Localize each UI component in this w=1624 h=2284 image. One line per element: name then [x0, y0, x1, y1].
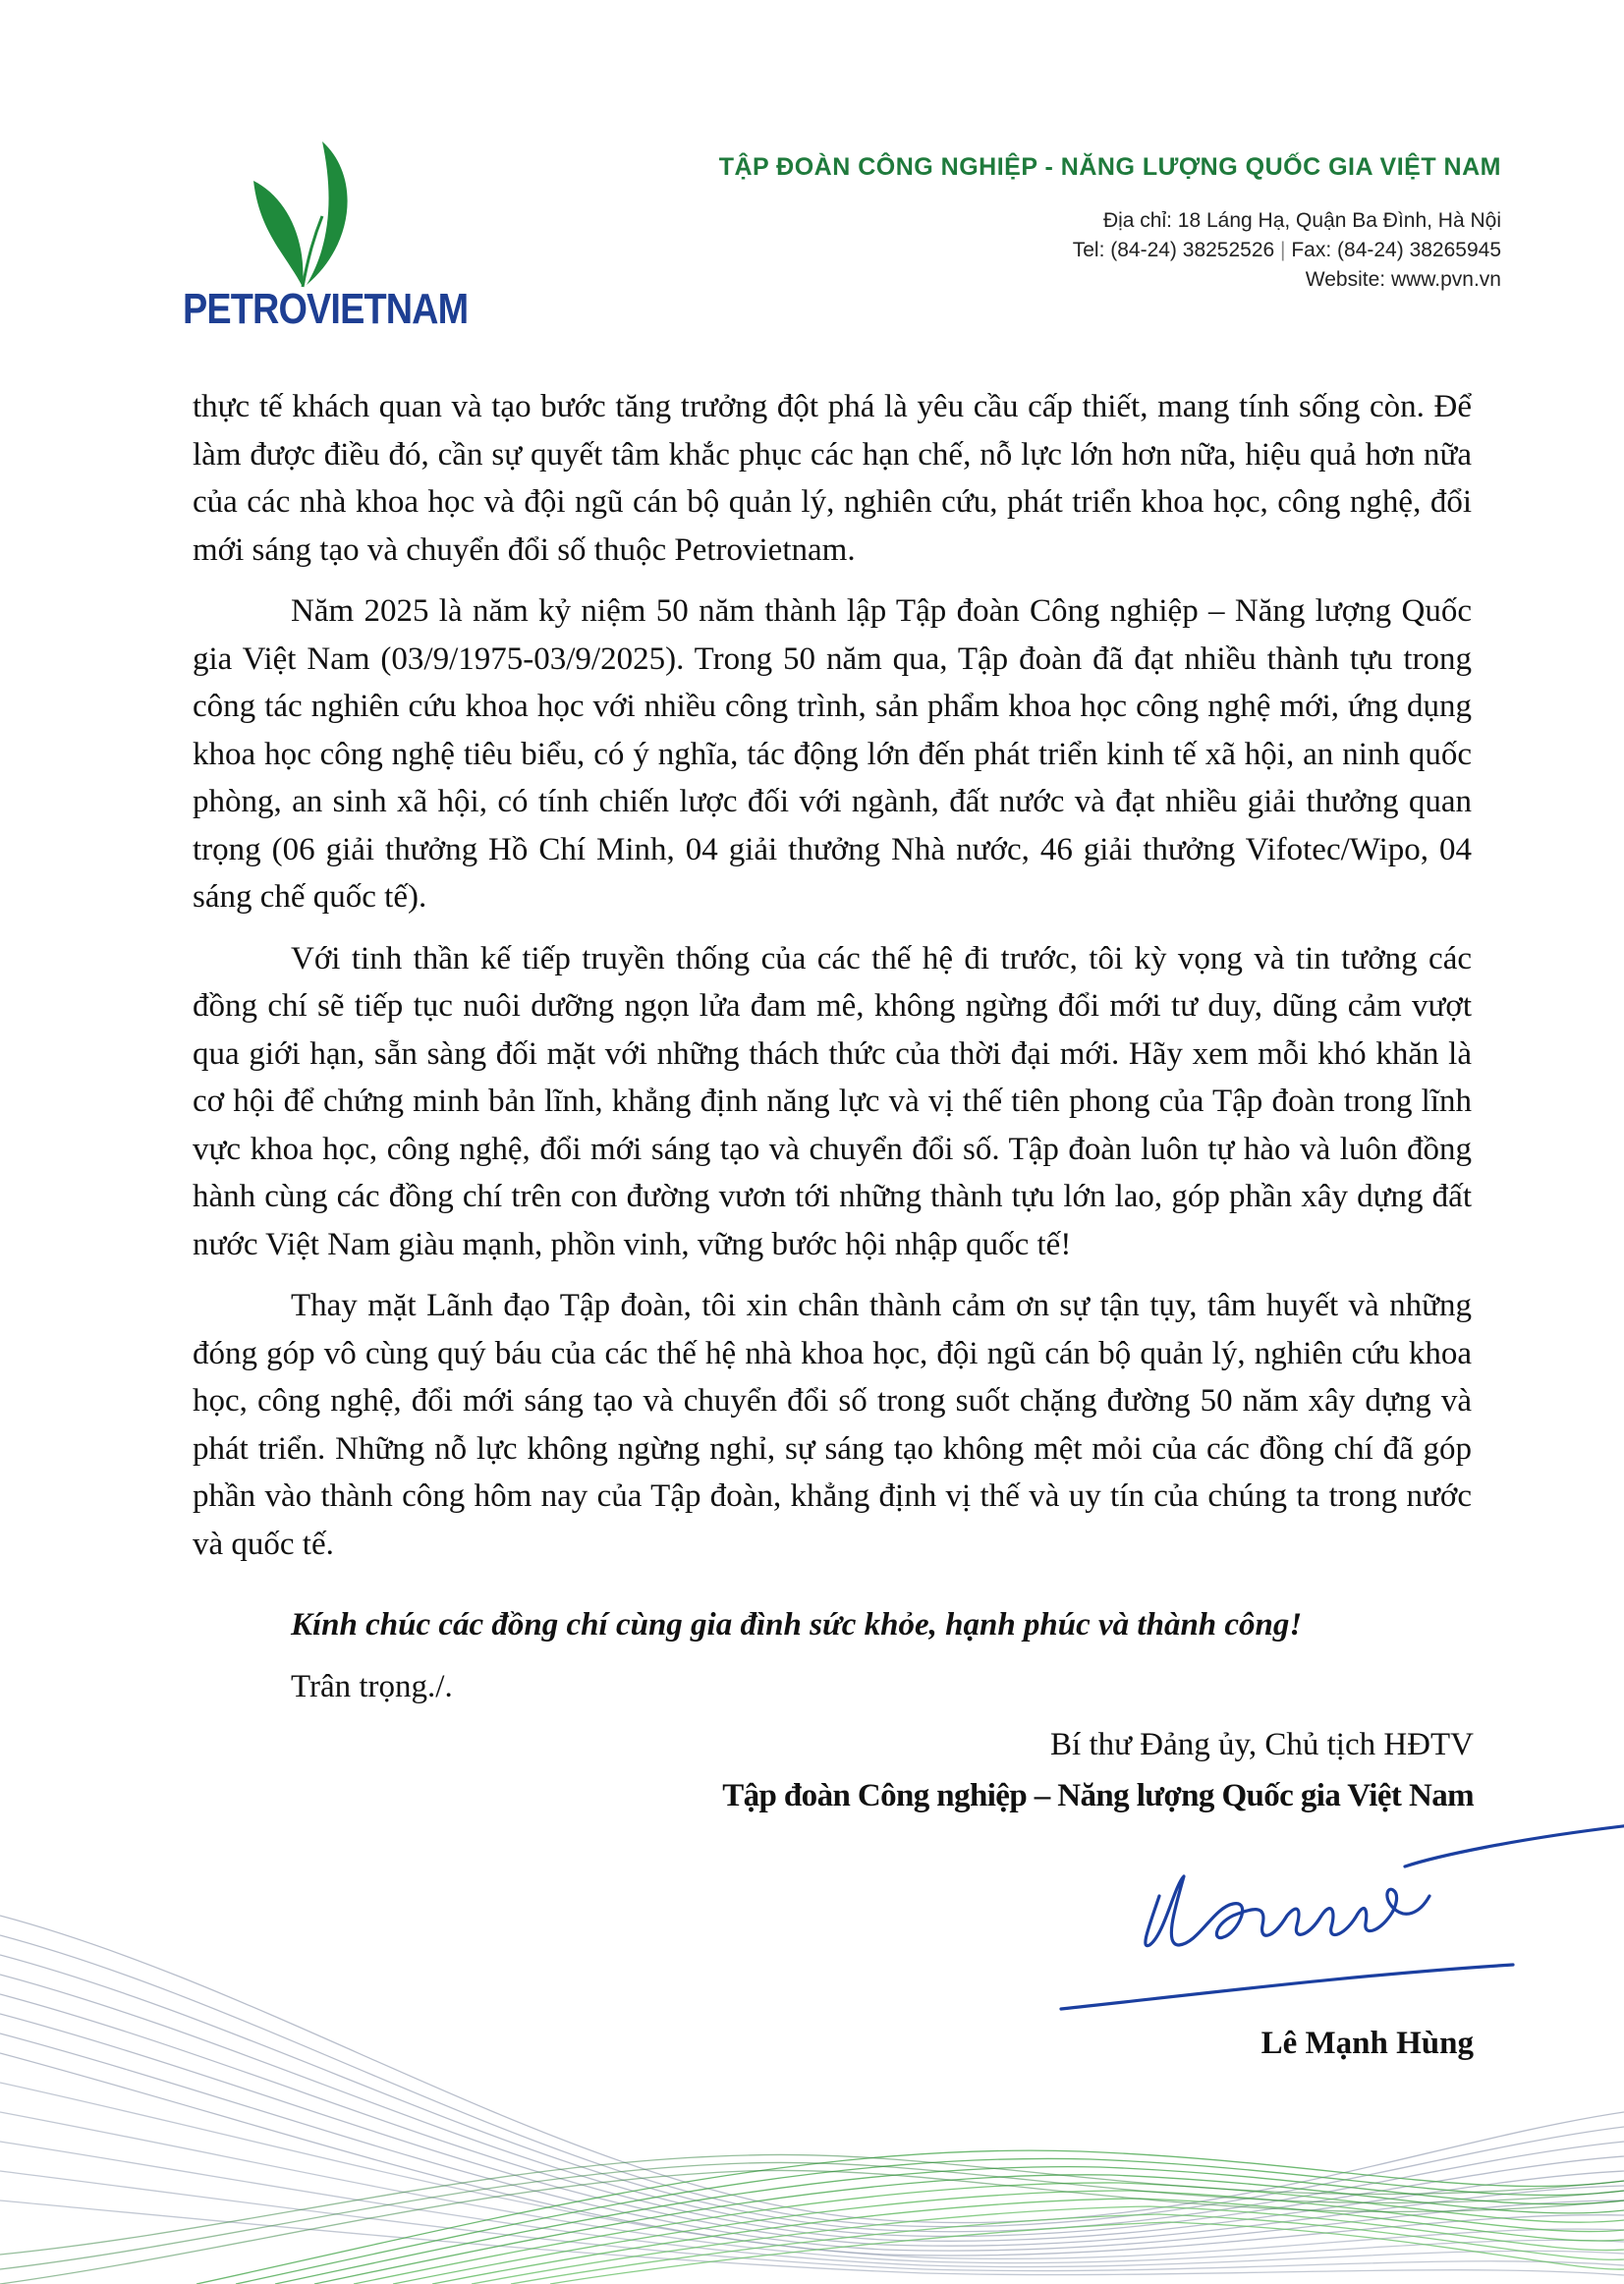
organization-name: TẬP ĐOÀN CÔNG NGHIỆP - NĂNG LƯỢNG QUỐC GIA VIỆT NAM	[718, 153, 1501, 181]
body-paragraph: Thay mặt Lãnh đạo Tập đoàn, tôi xin chân thành cảm ơn sự tận tụy, tâm huyết và những đóng góp vô cùng quý báu của các thế hệ nhà khoa học, đội ngũ cán bộ quản lý, nghiên cứu khoa học, công nghệ, đổi mới sáng tạo và chuyển đổi số trong suốt chặng đường 50 năm xây dựng và phát triển. Những nỗ lực không ngừng nghỉ, sự sáng tạo không mệt mỏi của các đồng chí đã góp phần vào thành công hôm nay của Tập đoàn, khẳng định vị thế và uy tín của chúng ta trong nước và quốc tế.	[193, 1288, 1472, 1562]
body-paragraph: Năm 2025 là năm kỷ niệm 50 năm thành lập Tập đoàn Công nghiệp – Năng lượng Quốc gia Việt Nam (03/9/1975-03/9/2025). Trong 50 năm qua, Tập đoàn đã đạt nhiều thành tựu trong công tác nghiên cứu khoa học với nhiều công trình, sản phẩm khoa học công nghệ mới, ứng dụng khoa học công nghệ tiêu biểu, có ý nghĩa, tác động lớn đến phát triển kinh tế xã hội, an ninh quốc phòng, an sinh xã hội, có tính chiến lược đối với ngành, đất nước và đạt nhiều giải thưởng quan trọng (06 giải thưởng Hồ Chí Minh, 04 giải thưởng Nhà nước, 46 giải thưởng Vifotec/Wipo, 04 sáng chế quốc tế).	[193, 593, 1472, 915]
address: Địa chỉ: 18 Láng Hạ, Quận Ba Đình, Hà Nội	[1102, 209, 1501, 232]
signer-organization: Tập đoàn Công nghiệp – Năng lượng Quốc gia Việt Nam	[722, 1778, 1474, 1813]
fax: Fax: (84-24) 38265945	[1291, 239, 1501, 261]
body-paragraph: Với tinh thần kế tiếp truyền thống của các thế hệ đi trước, tôi kỳ vọng và tin tưởng các đồng chí sẽ tiếp tục nuôi dưỡng ngọn lửa đam mê, không ngừng đổi mới tư duy, dũng cảm vượt qua giới hạn, sẵn sàng đối mặt với những thách thức của thời đại mới. Hãy xem mỗi khó khăn là cơ hội để chứng minh bản lĩnh, khẳng định năng lực và vị thế tiên phong của Tập đoàn trong lĩnh vực khoa học, công nghệ, đổi mới sáng tạo và chuyển đổi số. Tập đoàn luôn tự hào và luôn đồng hành cùng các đồng chí trên con đường vươn tới những thành tựu lớn lao, góp phần xây dựng đất nước Việt Nam giàu mạnh, phồn vinh, vững bước hội nhập quốc tế!	[193, 940, 1472, 1262]
signer-name: Lê Mạnh Hùng	[1260, 2026, 1474, 2061]
separator: |	[1280, 239, 1286, 261]
signature-block	[722, 1719, 1474, 1821]
body-paragraph: thực tế khách quan và tạo bước tăng trưởng đột phá là yêu cầu cấp thiết, mang tính sống còn. Để làm được điều đó, cần sự quyết tâm khắc phục các hạn chế, nỗ lực lớn hơn nữa, hiệu quả hơn nữa của các nhà khoa học và đội ngũ cán bộ quản lý, nghiên cứu, phát triển khoa học, công nghệ, đổi mới sáng tạo và chuyển đổi số thuộc Petrovietnam.	[193, 389, 1472, 568]
letterhead	[0, 0, 1624, 373]
regards: Trân trọng./.	[291, 1669, 453, 1704]
petrovietnam-leaf-logo-icon	[246, 138, 364, 295]
signer-title: Bí thư Đảng ủy, Chủ tịch HĐTV	[1050, 1727, 1474, 1762]
website: Website: www.pvn.vn	[1305, 268, 1501, 291]
tel: Tel: (84-24) 38252526	[1072, 239, 1275, 261]
handwritten-signature-icon	[1002, 1817, 1624, 2053]
contact-info	[1073, 206, 1501, 295]
phone-fax	[1073, 236, 1501, 265]
letter-body	[193, 383, 1472, 1582]
logo-wordmark: PETROVIETNAM	[183, 285, 469, 333]
closing-wish: Kính chúc các đồng chí cùng gia đình sức khỏe, hạnh phúc và thành công!	[291, 1607, 1303, 1643]
